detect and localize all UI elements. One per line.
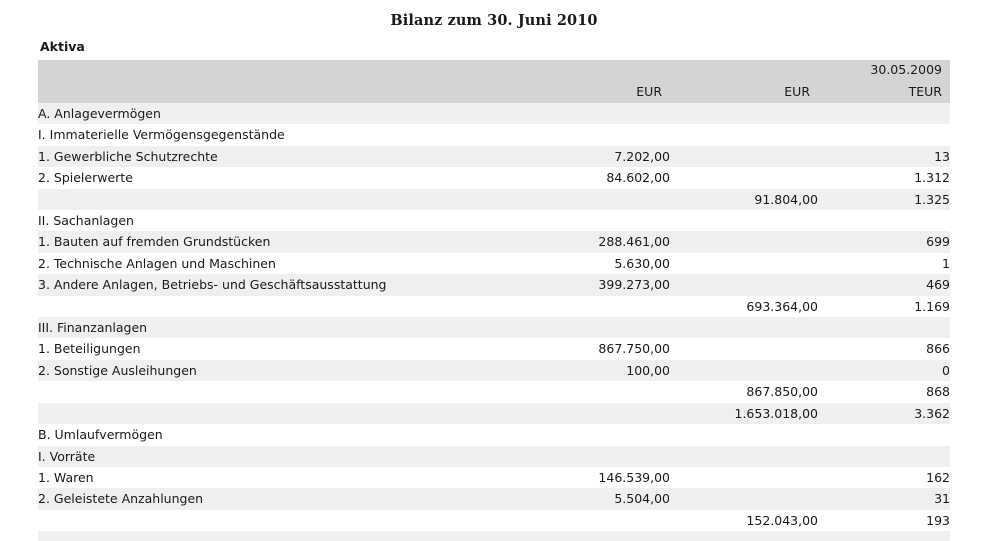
row-label: 1. Gewerbliche Schutzrechte	[38, 146, 518, 167]
row-value-eur1: 146.539,00	[518, 467, 670, 488]
row-value-eur1: 288.461,00	[518, 231, 670, 252]
header-blank-3	[670, 60, 818, 79]
row-value-eur1: 399.273,00	[518, 274, 670, 295]
row-value-eur1	[518, 424, 670, 445]
table-row	[38, 274, 950, 295]
table-row	[38, 317, 950, 338]
row-label: II. Sachanlagen	[38, 210, 518, 231]
header-eur-1: EUR	[518, 79, 670, 103]
row-value-eur2	[670, 231, 818, 252]
row-value-teur: 866	[818, 338, 950, 359]
balance-sheet-table	[38, 60, 950, 541]
row-value-teur: 162	[818, 467, 950, 488]
row-label: III. Finanzanlagen	[38, 317, 518, 338]
row-value-eur2	[670, 274, 818, 295]
row-value-eur1	[518, 124, 670, 145]
row-value-teur: 1.169	[818, 296, 950, 317]
row-value-eur1	[518, 210, 670, 231]
row-value-teur: 1	[818, 253, 950, 274]
row-value-eur1	[518, 446, 670, 467]
page-title: Bilanz zum 30. Juni 2010	[390, 12, 598, 29]
row-value-eur2: 152.043,00	[670, 510, 818, 531]
row-value-eur2	[670, 124, 818, 145]
row-value-eur1	[518, 510, 670, 531]
row-value-teur	[818, 446, 950, 467]
row-value-teur	[818, 317, 950, 338]
row-value-eur2	[670, 446, 818, 467]
row-value-teur: 699	[818, 231, 950, 252]
row-value-teur	[818, 210, 950, 231]
row-value-eur1: 5.504,00	[518, 488, 670, 509]
row-label	[38, 403, 518, 424]
row-value-eur1: 100,00	[518, 360, 670, 381]
table-row	[38, 103, 950, 124]
row-value-eur1: 84.602,00	[518, 167, 670, 188]
row-label: B. Umlaufvermögen	[38, 424, 518, 445]
row-value-teur	[818, 124, 950, 145]
table-row	[38, 467, 950, 488]
row-value-eur1: 867.750,00	[518, 338, 670, 359]
row-value-teur: 868	[818, 381, 950, 402]
header-eur-2: EUR	[670, 79, 818, 103]
header-blank-1	[38, 60, 518, 79]
header-blank-2	[518, 60, 670, 79]
row-value-eur1	[518, 317, 670, 338]
row-value-eur1	[518, 189, 670, 210]
row-label: 2. Spielerwerte	[38, 167, 518, 188]
table-row	[38, 124, 950, 145]
row-value-eur2	[670, 317, 818, 338]
table-row	[38, 296, 950, 317]
row-value-eur1	[518, 296, 670, 317]
row-value-teur: 31	[818, 488, 950, 509]
table-row	[38, 510, 950, 531]
table-row	[38, 253, 950, 274]
table-row	[38, 424, 950, 445]
row-label: A. Anlagevermögen	[38, 103, 518, 124]
table-row	[38, 189, 950, 210]
table-row	[38, 360, 950, 381]
row-value-teur: 3.362	[818, 403, 950, 424]
row-value-teur: 1.325	[818, 189, 950, 210]
row-value-teur: 13	[818, 146, 950, 167]
table-row	[38, 488, 950, 509]
row-value-eur1	[518, 403, 670, 424]
row-value-eur2: 1.653.018,00	[670, 403, 818, 424]
row-value-eur2	[670, 467, 818, 488]
section-label-aktiva: Aktiva	[40, 39, 85, 54]
row-label	[38, 189, 518, 210]
row-label: 1. Waren	[38, 467, 518, 488]
table-row	[38, 146, 950, 167]
row-label: 1. Beteiligungen	[38, 338, 518, 359]
row-value-eur2	[670, 338, 818, 359]
row-value-teur: 0	[818, 360, 950, 381]
row-label: 3. Andere Anlagen, Betriebs- und Geschäftsausstattung	[38, 274, 518, 295]
header-blank-4	[38, 79, 518, 103]
row-value-teur	[818, 424, 950, 445]
row-value-eur2	[670, 424, 818, 445]
row-label: 1. Bauten auf fremden Grundstücken	[38, 231, 518, 252]
row-label	[38, 381, 518, 402]
row-label	[38, 296, 518, 317]
row-label: 2. Geleistete Anzahlungen	[38, 488, 518, 509]
row-value-eur2	[670, 167, 818, 188]
row-value-eur2: 693.364,00	[670, 296, 818, 317]
table-row	[38, 210, 950, 231]
row-value-eur2	[670, 103, 818, 124]
row-value-eur2	[670, 488, 818, 509]
row-value-eur1: 5.630,00	[518, 253, 670, 274]
table-header-row-units	[38, 79, 950, 103]
row-value-eur1: 7.202,00	[518, 146, 670, 167]
row-value-eur2	[670, 360, 818, 381]
table-row	[38, 381, 950, 402]
row-value-teur: 1.312	[818, 167, 950, 188]
row-value-eur2	[670, 146, 818, 167]
row-value-eur2: 91.804,00	[670, 189, 818, 210]
row-value-eur2: 867.850,00	[670, 381, 818, 402]
row-label: I. Vorräte	[38, 446, 518, 467]
row-label: I. Immaterielle Vermögensgegenstände	[38, 124, 518, 145]
row-value-eur2	[670, 253, 818, 274]
table-row	[38, 338, 950, 359]
header-date: 30.05.2009	[818, 60, 950, 79]
table-header-row-date	[38, 60, 950, 79]
row-value-eur1	[518, 381, 670, 402]
row-value-eur2	[670, 210, 818, 231]
row-value-teur: 469	[818, 274, 950, 295]
row-label	[38, 510, 518, 531]
table-row	[38, 231, 950, 252]
row-value-eur1	[518, 103, 670, 124]
header-teur: TEUR	[818, 79, 950, 103]
row-value-teur	[818, 103, 950, 124]
table-body	[38, 103, 950, 541]
table-row	[38, 403, 950, 424]
table-header	[38, 60, 950, 103]
row-value-teur: 193	[818, 510, 950, 531]
table-row	[38, 167, 950, 188]
row-label: 2. Sonstige Ausleihungen	[38, 360, 518, 381]
table-row	[38, 446, 950, 467]
row-label: 2. Technische Anlagen und Maschinen	[38, 253, 518, 274]
